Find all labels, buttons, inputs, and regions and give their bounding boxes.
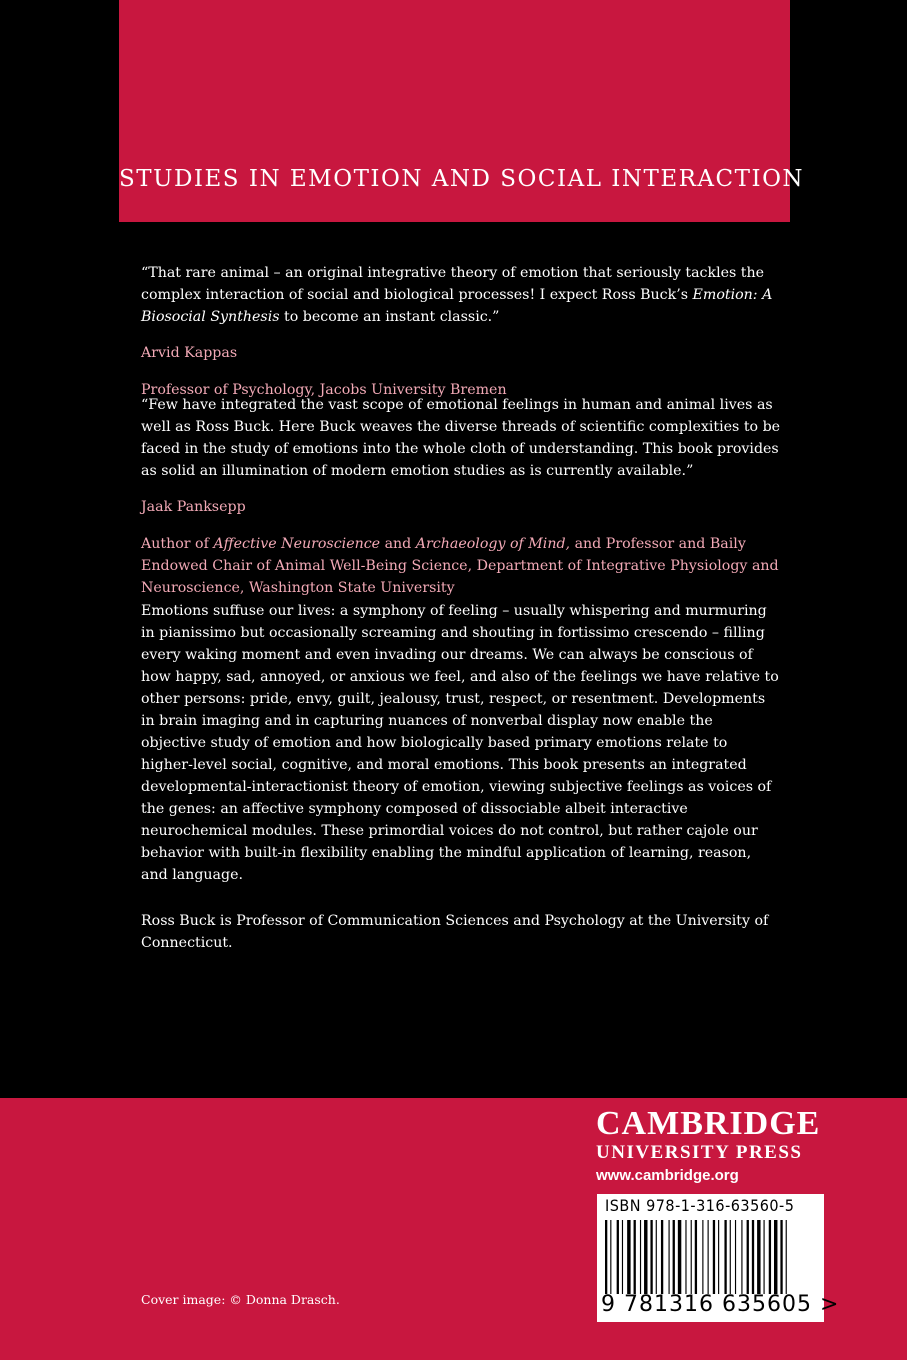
- cover-credit: Cover image: © Donna Drasch.: [141, 1292, 340, 1307]
- endorser-name: Arvid Kappas: [141, 345, 238, 362]
- barcode-bar: [713, 1220, 715, 1294]
- publisher-subname: UNIVERSITY PRESS: [596, 1142, 803, 1163]
- barcode-bar: [640, 1220, 641, 1294]
- barcode-bar: [724, 1220, 726, 1294]
- barcode-bar: [702, 1220, 703, 1294]
- barcode-bar: [695, 1220, 697, 1294]
- endorsement-quote: “That rare animal – an original integrative theory of emotion that seriously tackles the complex interaction of social and biological processes! I expect Ross Buck’s Emotion: A Biosocial Synthesis to become an instant classic.”: [141, 265, 773, 326]
- barcode-bar: [634, 1220, 636, 1294]
- barcode-bar: [774, 1220, 777, 1294]
- isbn-barcode: [597, 1194, 840, 1322]
- barcode-bar: [685, 1220, 686, 1294]
- author-bio: Ross Buck is Professor of Communication Sciences and Psychology at the University of Connecticut.: [141, 913, 769, 951]
- barcode-bar: [757, 1220, 760, 1294]
- barcode-bar: [730, 1220, 731, 1294]
- endorser-name: Jaak Panksepp: [141, 499, 246, 516]
- barcode-bar: [605, 1220, 607, 1294]
- barcode-digits: 9 781316 635605 >: [601, 1292, 840, 1317]
- barcode-bar: [678, 1220, 681, 1294]
- barcode-bars-icon: [601, 1220, 820, 1294]
- barcode-bar: [747, 1220, 749, 1294]
- barcode-bar: [752, 1220, 754, 1294]
- publisher-logo: [596, 1106, 826, 1188]
- endorser-affiliation: Author of Affective Neuroscience and Archaeology of Mind, and Professor and Baily Endowed Chair of Animal Well-Being Science, Department of Integrative Physiology and Neuroscience, Washington State University: [141, 535, 779, 596]
- book-title: Archaeology of Mind,: [415, 535, 571, 552]
- barcode-bar: [718, 1220, 719, 1294]
- barcode-bar: [627, 1220, 630, 1294]
- series-banner: [119, 0, 805, 222]
- barcode-bar: [769, 1220, 771, 1294]
- endorser-affiliation: Professor of Psychology, Jacobs University Bremen: [141, 381, 507, 398]
- endorsement-quote: “Few have integrated the vast scope of emotional feelings in human and animal lives as well as Ross Buck. Here Buck weaves the diverse threads of scientific complexities to be faced in the study of emotions into the whole cloth of understanding. This book provides as solid an illumination of modern emotion studies as is currently available.”: [141, 397, 781, 480]
- publisher-name: CAMBRIDGE: [596, 1105, 821, 1142]
- barcode-bar: [708, 1220, 709, 1294]
- series-title: STUDIES IN EMOTION AND SOCIAL INTERACTION: [119, 166, 805, 192]
- book-description: Emotions suffuse our lives: a symphony of feeling – usually whispering and murmuring in pianissimo but occasionally screaming and shouting in fortissimo crescendo – filling every waking moment and even invading our dreams. We can always be conscious of how happy, sad, annoyed, or anxious we feel, and also of the feelings we have relative to other persons: pride, envy, guilt, jealousy, trust, respect, or resentment. Developments in brain imaging and in capturing nuances of nonverbal display now enable the objective study of emotion and how biologically based primary emotions relate to higher-level social, cognitive, and moral emotions. This book presents an integrated developmental-interactionist theory of emotion, viewing subjective feelings as voices of the genes: an affective symphony composed of dissociable albeit interactive neurochemical modules. These primordial voices do not control, but rather cajole our behavior with built-in flexibility enabling the mindful application of learning, reason, and language.: [141, 603, 779, 883]
- isbn-label: ISBN 978-1-316-63560-5: [605, 1196, 795, 1215]
- book-title: Emotion: A Biosocial Synthesis: [141, 287, 773, 326]
- barcode-bar: [691, 1220, 692, 1294]
- barcode-bar: [741, 1220, 742, 1294]
- publisher-url: www.cambridge.org: [596, 1167, 739, 1184]
- barcode-bar: [735, 1220, 736, 1294]
- barcode-bar: [650, 1220, 652, 1294]
- endorsement-panksepp: [141, 380, 781, 613]
- barcode-bar: [673, 1220, 675, 1294]
- barcode-bar: [786, 1220, 787, 1294]
- barcode-bar: [622, 1220, 623, 1294]
- barcode-bar: [661, 1220, 663, 1294]
- barcode-bar: [656, 1220, 657, 1294]
- book-title: Affective Neuroscience: [213, 535, 381, 552]
- barcode-bar: [780, 1220, 782, 1294]
- barcode-bar: [617, 1220, 619, 1294]
- barcode-bar: [669, 1220, 670, 1294]
- barcode-bar: [764, 1220, 765, 1294]
- barcode-bar: [610, 1220, 611, 1294]
- barcode-bar: [644, 1220, 647, 1294]
